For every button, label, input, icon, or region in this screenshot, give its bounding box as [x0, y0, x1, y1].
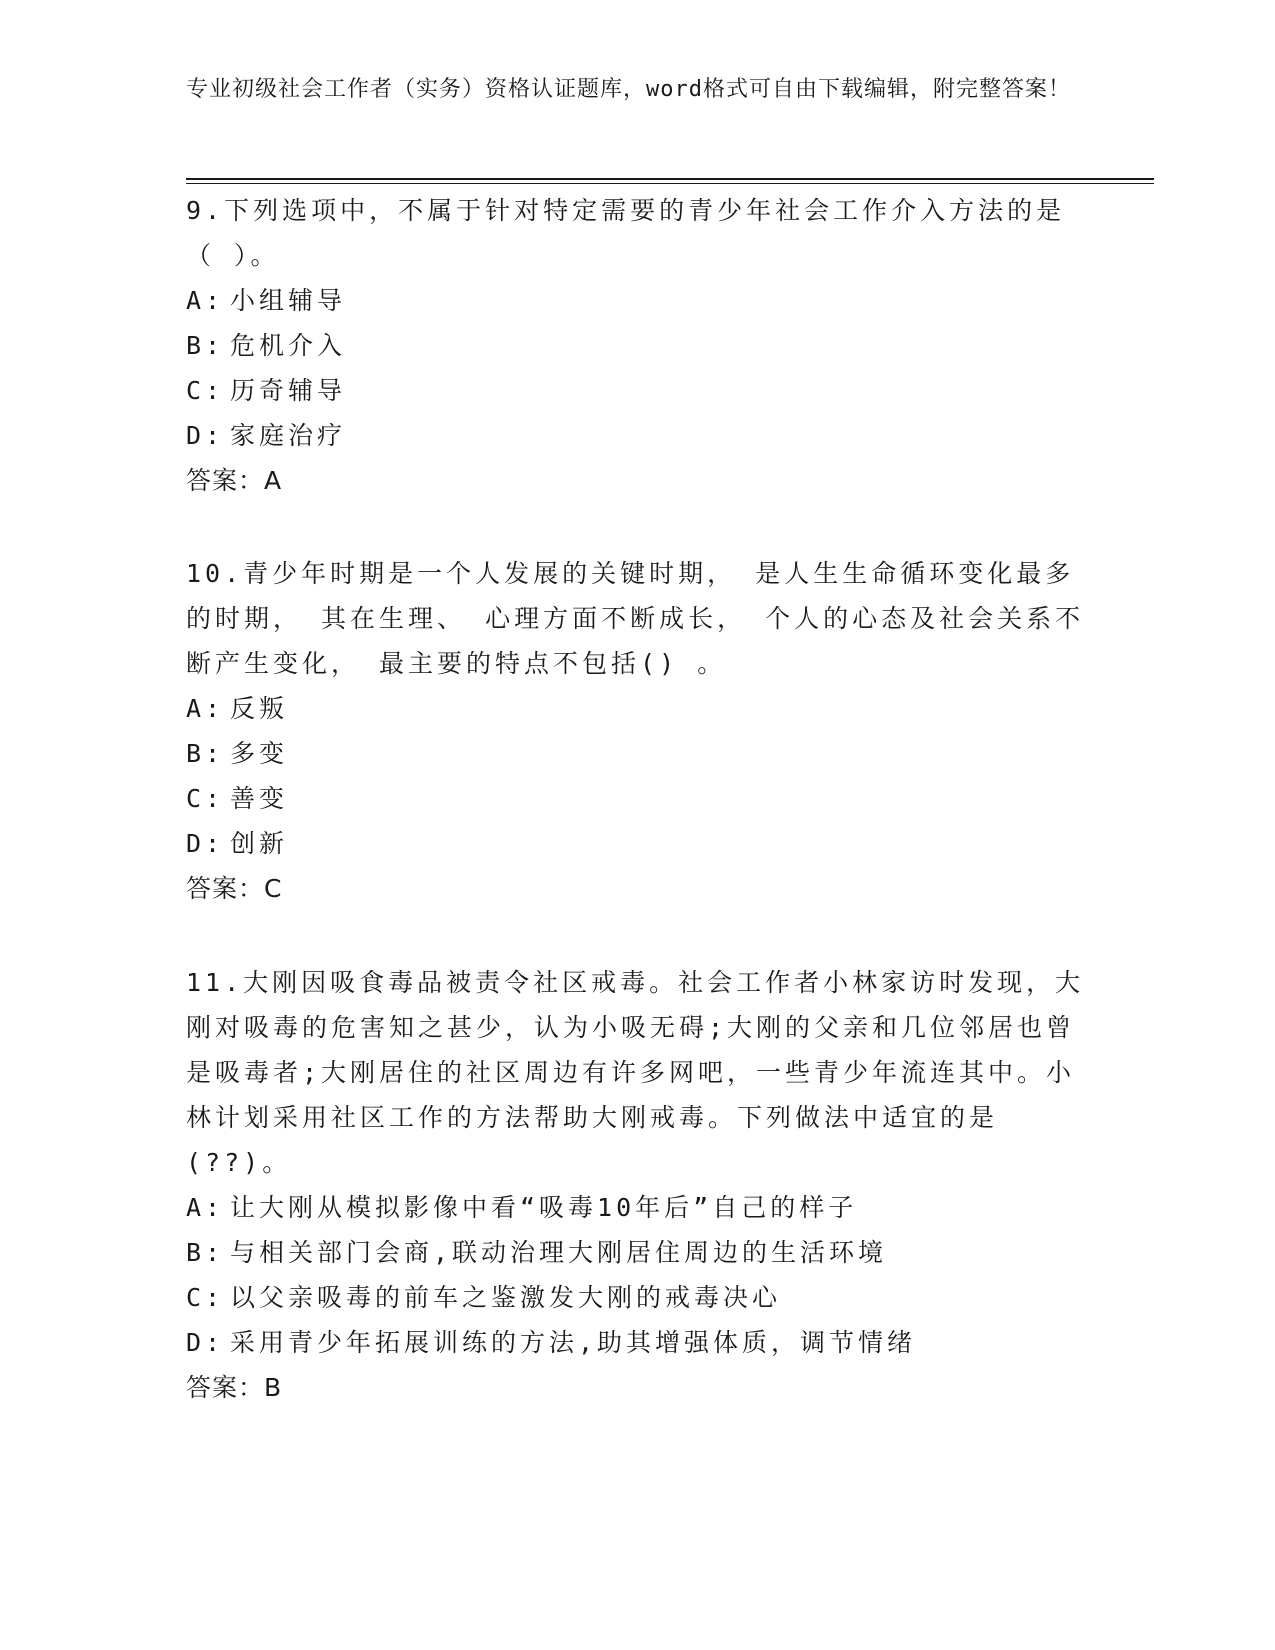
option-d [186, 1320, 1086, 1365]
option-key: D: [186, 829, 225, 858]
question-10 [186, 551, 1086, 911]
option-d [186, 413, 1086, 458]
question-stem: 10.青少年时期是一个人发展的关键时期， 是人生生命循环变化最多的时期， 其在生理、 心理方面不断成长， 个人的心态及社会关系不断产生变化， 最主要的特点不包括() 。 [186, 559, 1085, 678]
question-stem: 11.大刚因吸食毒品被责令社区戒毒。社会工作者小林家访时发现，大刚对吸毒的危害知之甚少，认为小吸无碍;大刚的父亲和几位邻居也曾是吸毒者;大刚居住的社区周边有许多网吧，一些青少年流连其中。小林计划采用社区工作的方法帮助大刚戒毒。下列做法中适宜的是(??)。 [186, 968, 1085, 1177]
option-text: 历奇辅导 [230, 376, 347, 405]
document-header: 专业初级社会工作者（实务）资格认证题库，word格式可自由下载编辑，附完整答案！ [186, 77, 1071, 102]
option-text: 危机介入 [230, 331, 347, 360]
option-text: 多变 [230, 739, 289, 768]
option-c [186, 1275, 1086, 1320]
option-key: D: [186, 421, 225, 450]
option-key: D: [186, 1328, 225, 1357]
option-a [186, 686, 1086, 731]
header-divider-thin [186, 183, 1154, 184]
option-text: 采用青少年拓展训练的方法,助其增强体质，调节情绪 [230, 1328, 917, 1357]
option-text: 创新 [230, 829, 289, 858]
option-a [186, 1185, 1086, 1230]
answer-line: 答案：C [186, 874, 283, 903]
question-stem: 9.下列选项中，不属于针对特定需要的青少年社会工作介入方法的是（ ）。 [186, 196, 1066, 270]
option-text: 家庭治疗 [230, 421, 347, 450]
option-key: A: [186, 286, 225, 315]
option-key: A: [186, 694, 225, 723]
option-b [186, 731, 1086, 776]
option-key: B: [186, 331, 225, 360]
option-text: 善变 [230, 784, 289, 813]
option-b [186, 323, 1086, 368]
answer-line: 答案：B [186, 1373, 283, 1402]
option-text: 以父亲吸毒的前车之鉴激发大刚的戒毒决心 [230, 1283, 782, 1312]
option-d [186, 821, 1086, 866]
option-key: C: [186, 376, 225, 405]
header-divider [186, 178, 1154, 180]
option-key: C: [186, 1283, 225, 1312]
question-11 [186, 960, 1086, 1410]
option-text: 让大刚从模拟影像中看“吸毒10年后”自己的样子 [230, 1193, 858, 1222]
option-c [186, 368, 1086, 413]
option-key: B: [186, 739, 225, 768]
option-b [186, 1230, 1086, 1275]
option-text: 小组辅导 [230, 286, 347, 315]
option-key: B: [186, 1238, 225, 1267]
question-9 [186, 188, 1086, 503]
option-text: 反叛 [230, 694, 289, 723]
option-a [186, 278, 1086, 323]
option-text: 与相关部门会商,联动治理大刚居住周边的生活环境 [230, 1238, 888, 1267]
option-key: A: [186, 1193, 225, 1222]
option-key: C: [186, 784, 225, 813]
option-c [186, 776, 1086, 821]
answer-line: 答案：A [186, 466, 283, 495]
